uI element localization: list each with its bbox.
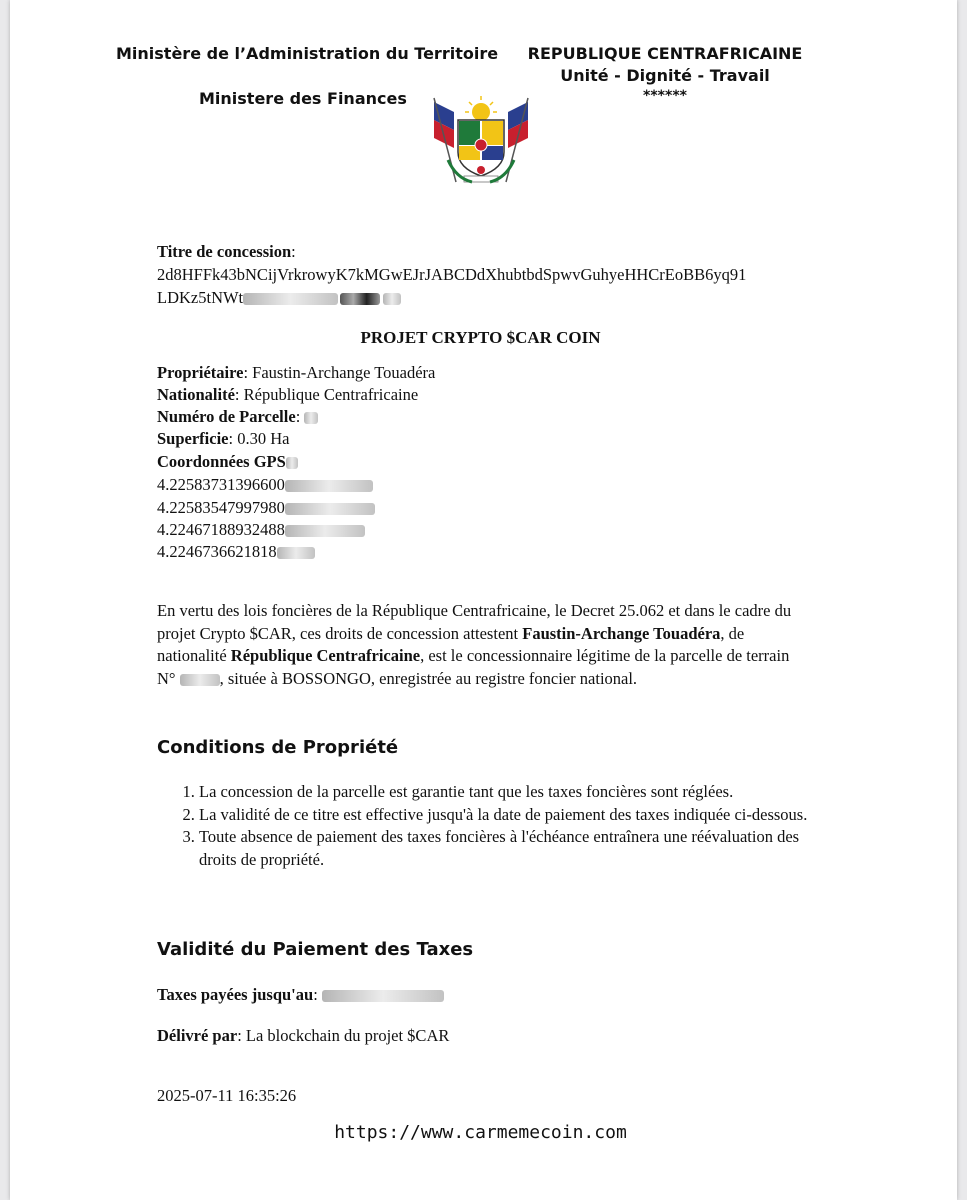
list-item: 3. Toute absence de paiement des taxes foncières à l'échéance entraînera une réévaluation des droits de propriété. <box>199 826 839 871</box>
gps-label-row: Coordonnées GPS <box>157 451 298 473</box>
legal-paragraph: En vertu des lois foncières de la République Centrafricaine, le Decret 25.062 et dans le cadre du projet Crypto $CAR, ces droits de concession attestent Faustin-Archange Touadéra, de nationalité République Centrafricaine, est le concessionnaire légitime de la parcelle de terrain N° , située à BOSSONGO, enregistrée au registre foncier national. <box>157 601 792 688</box>
issued-by-row: Délivré par: La blockchain du projet $CAR <box>157 1026 450 1045</box>
project-title: PROJET CRYPTO $CAR COIN <box>360 328 601 347</box>
concession-title-label: Titre de concession: <box>157 242 296 261</box>
list-item: 2. La validité de ce titre est effective jusqu'à la date de paiement des taxes indiquée ci-dessous. <box>199 804 839 827</box>
validity-heading: Validité du Paiement des Taxes <box>157 939 474 960</box>
gps-coordinate: 4.2246736621818 <box>157 541 315 563</box>
footer-url[interactable]: https://www.carmemecoin.com <box>334 1122 627 1143</box>
document-page <box>10 0 957 1200</box>
parcel-number-row: Numéro de Parcelle: <box>157 406 318 428</box>
gps-coordinate: 4.22583731396600 <box>157 474 373 496</box>
ministry-finances: Ministere des Finances <box>199 89 407 108</box>
taxes-paid-row: Taxes payées jusqu'au: <box>157 984 444 1006</box>
concession-title-line1: 2d8HFFk43bNCijVrkrowyK7kMGwEJrJABCDdXhubtbdSpwvGuhyeHHCrEoBB6yq91 <box>157 265 747 284</box>
national-motto: Unité - Dignité - Travail <box>560 66 770 85</box>
list-item: 1. La concession de la parcelle est garantie tant que les taxes foncières sont réglées. <box>199 781 839 804</box>
republic-title: REPUBLIQUE CENTRAFRICAINE <box>527 44 803 63</box>
concession-title-line2: LDKz5tNWt <box>157 287 401 309</box>
gps-coordinate: 4.22583547997980 <box>157 497 375 519</box>
conditions-list <box>157 781 839 871</box>
ministry-territory: Ministère de l’Administration du Territoire <box>116 44 499 63</box>
coat-of-arms-icon <box>428 90 534 188</box>
conditions-heading: Conditions de Propriété <box>157 737 399 758</box>
stars-divider: ****** <box>643 88 687 104</box>
owner-row: Propriétaire: Faustin-Archange Touadéra <box>157 363 436 382</box>
area-row: Superficie: 0.30 Ha <box>157 429 290 448</box>
nationality-row: Nationalité: République Centrafricaine <box>157 385 419 404</box>
timestamp: 2025-07-11 16:35:26 <box>157 1086 297 1105</box>
gps-coordinate: 4.22467188932488 <box>157 519 365 541</box>
